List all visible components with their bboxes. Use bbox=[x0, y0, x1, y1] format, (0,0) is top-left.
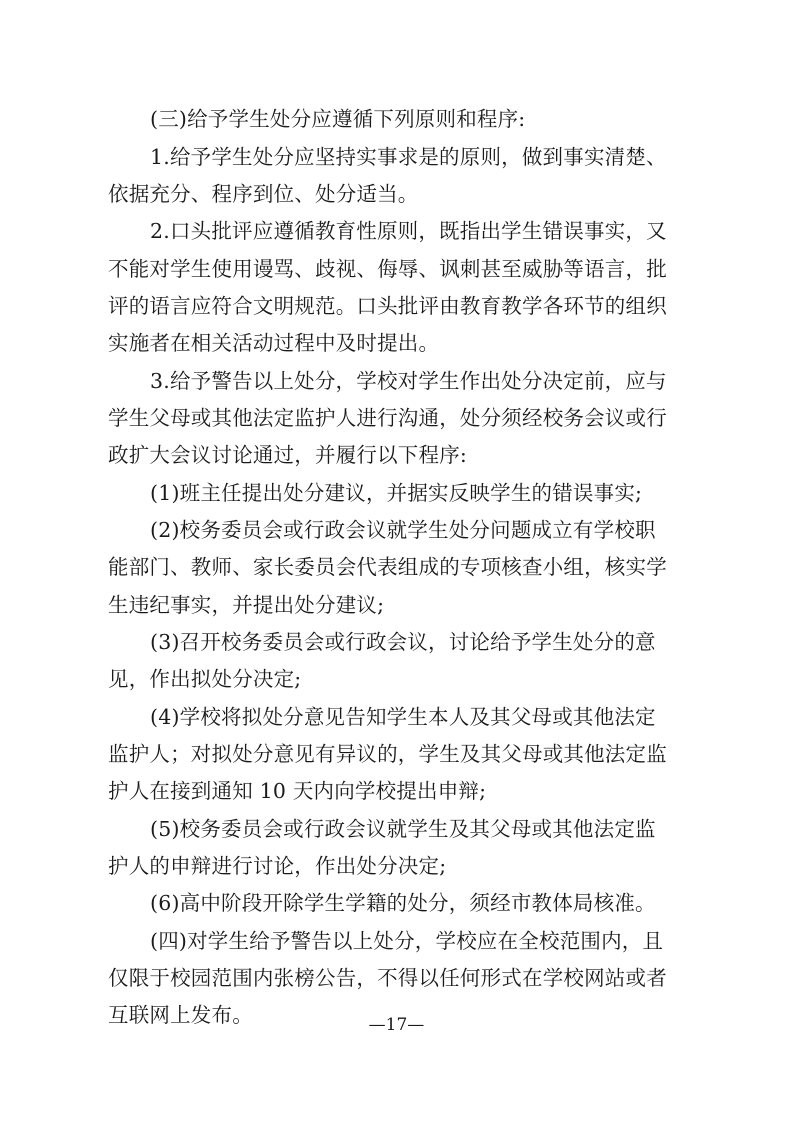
list-item-line: 护人的申辩进行讨论，作出处分决定; bbox=[108, 854, 447, 878]
paragraph-line: 实施者在相关活动过程中及时提出。 bbox=[108, 331, 440, 355]
list-item-line: (2)校务委员会或行政会议就学生处分问题成立有学校职 bbox=[150, 518, 656, 542]
page-number: —17— bbox=[368, 1015, 425, 1035]
list-item-line: 护人在接到通知 10 天内向学校提出申辩; bbox=[108, 779, 487, 803]
list-item-line: 能部门、教师、家长委员会代表组成的专项核查小组，核实学 bbox=[108, 555, 667, 579]
paragraph-line: 仅限于校园范围内张榜公告，不得以任何形式在学校网站或者 bbox=[108, 966, 667, 990]
section-heading-4: (四)对学生给予警告以上处分，学校应在全校范围内，且 bbox=[150, 929, 664, 953]
paragraph-line: 3.给予警告以上处分，学校对学生作出处分决定前，应与 bbox=[150, 369, 667, 393]
list-item-line: (5)校务委员会或行政会议就学生及其父母或其他法定监 bbox=[150, 817, 656, 841]
paragraph-line: 政扩大会议讨论通过，并履行以下程序: bbox=[108, 443, 468, 467]
list-item-line: (3)召开校务委员会或行政会议，讨论给予学生处分的意 bbox=[150, 630, 656, 654]
paragraph-line: 互联网上发布。 bbox=[108, 1003, 253, 1027]
paragraph-line: 不能对学生使用谩骂、歧视、侮辱、讽刺甚至威胁等语言，批 bbox=[108, 257, 667, 281]
list-item-line: (1)班主任提出处分建议，并据实反映学生的错误事实; bbox=[150, 481, 643, 505]
section-heading-3: (三)给予学生处分应遵循下列原则和程序: bbox=[150, 107, 526, 131]
list-item-line: 生违纪事实，并提出处分建议; bbox=[108, 593, 385, 617]
paragraph-line: 2.口头批评应遵循教育性原则，既指出学生错误事实，又 bbox=[150, 219, 667, 243]
list-item-line: (4)学校将拟处分意见告知学生本人及其父母或其他法定 bbox=[150, 705, 656, 729]
list-item-line: 监护人；对拟处分意见有异议的，学生及其父母或其他法定监 bbox=[108, 742, 667, 766]
paragraph-line: 评的语言应符合文明规范。口头批评由教育教学各环节的组织 bbox=[108, 294, 667, 318]
list-item-line: 见，作出拟处分决定; bbox=[108, 667, 302, 691]
paragraph-line: 学生父母或其他法定监护人进行沟通，处分须经校务会议或行 bbox=[108, 406, 667, 430]
paragraph-line: 1.给予学生处分应坚持实事求是的原则，做到事实清楚、 bbox=[150, 145, 667, 169]
paragraph-line: 依据充分、程序到位、处分适当。 bbox=[108, 182, 419, 206]
list-item-line: (6)高中阶段开除学生学籍的处分，须经市教体局核准。 bbox=[150, 891, 656, 915]
